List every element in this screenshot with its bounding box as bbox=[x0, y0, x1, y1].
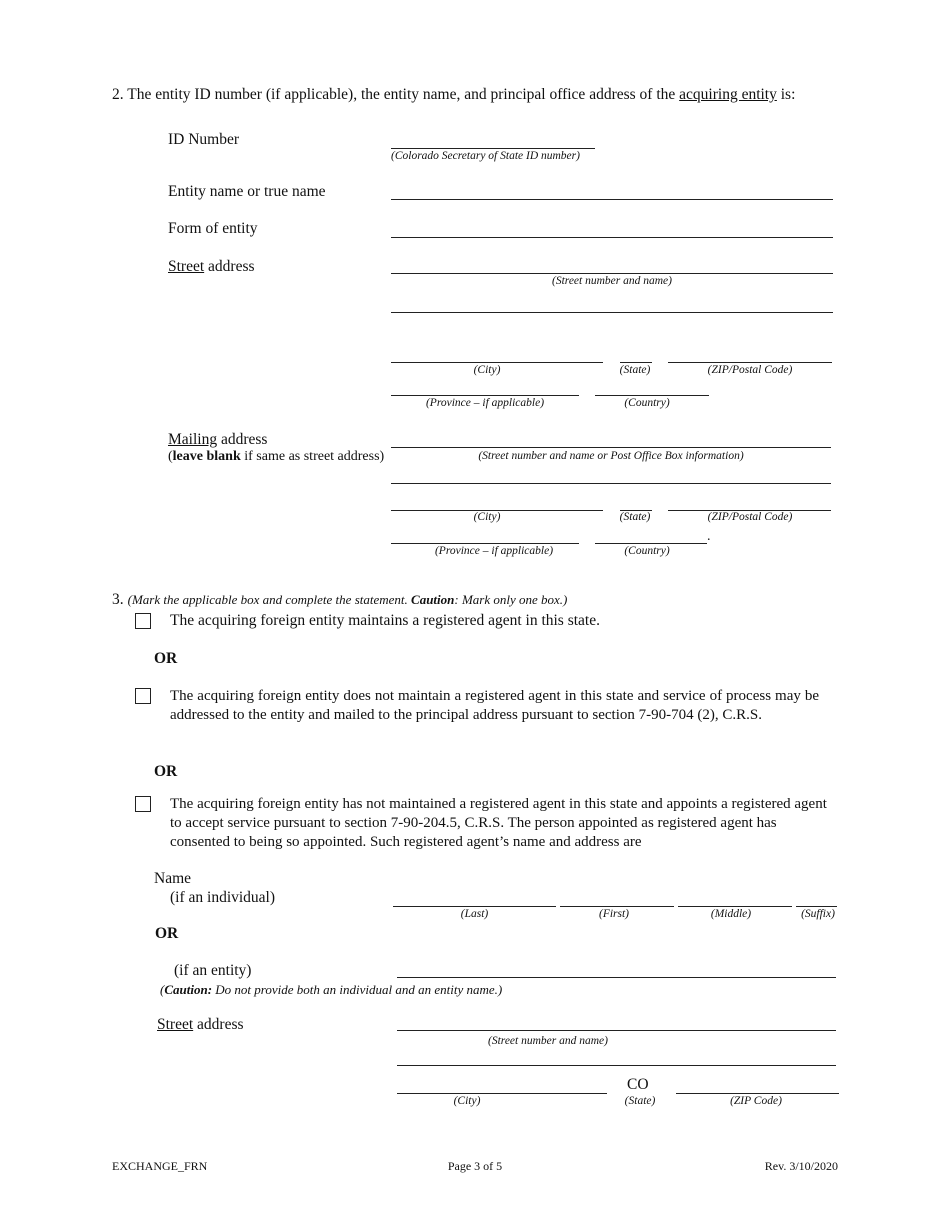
mailing-country-field[interactable] bbox=[595, 543, 707, 544]
id-number-field[interactable] bbox=[391, 148, 595, 149]
form-of-entity-label: Form of entity bbox=[168, 220, 258, 237]
mailing-street-line2-field[interactable] bbox=[391, 483, 831, 484]
option2-checkbox[interactable] bbox=[135, 688, 151, 704]
middle-caption: (Middle) bbox=[710, 908, 752, 920]
entity-name-field[interactable] bbox=[391, 199, 833, 200]
agent-zip-caption: (ZIP Code) bbox=[730, 1095, 782, 1107]
city-field[interactable] bbox=[391, 362, 603, 363]
mailing-city-caption: (City) bbox=[473, 511, 501, 523]
id-number-label: ID Number bbox=[168, 131, 240, 148]
option2-text: The acquiring foreign entity does not maintain a registered agent in this state and service of process may be addressed to the entity and mailed to the principal address pursuant to section 7-90-704 (2), C.R.S. bbox=[170, 688, 819, 723]
zip-field[interactable] bbox=[668, 362, 832, 363]
agent-street-address-label: Street address bbox=[157, 1016, 244, 1033]
mailing-street-caption: (Street number and name or Post Office Box information) bbox=[478, 450, 744, 462]
zip-caption: (ZIP/Postal Code) bbox=[707, 364, 793, 376]
entity-name-label: Entity name or true name bbox=[168, 183, 326, 200]
agent-last-name-field[interactable] bbox=[393, 906, 556, 907]
mailing-state-caption: (State) bbox=[619, 511, 651, 523]
agent-street-line2-field[interactable] bbox=[397, 1065, 836, 1066]
mailing-zip-caption: (ZIP/Postal Code) bbox=[707, 511, 793, 523]
footer-revision: Rev. 3/10/2020 bbox=[764, 1159, 838, 1173]
acquiring-entity-term: acquiring entity bbox=[679, 86, 777, 103]
suffix-caption: (Suffix) bbox=[801, 908, 835, 920]
agent-individual-label: (if an individual) bbox=[170, 889, 276, 906]
section2-intro: 2. The entity ID number (if applicable), the entity name, and principal office address of the acquiring entity is: bbox=[112, 86, 796, 103]
mailing-street-field[interactable] bbox=[391, 447, 831, 448]
footer-page-number: Page 3 of 5 bbox=[447, 1159, 503, 1173]
agent-name-label: Name bbox=[154, 870, 192, 887]
agent-entity-label: (if an entity) bbox=[174, 962, 252, 979]
option3-text: The acquiring foreign entity has not maintained a registered agent in this state and appoints a registered agent to accept service pursuant to section 7-90-204.5, C.R.S. The person appointed as registered agent has consented to being so appointed. Such registered agent’s name and address are bbox=[170, 796, 827, 850]
mailing-province-field[interactable] bbox=[391, 543, 579, 544]
state-caption: (State) bbox=[619, 364, 651, 376]
agent-first-name-field[interactable] bbox=[560, 906, 674, 907]
mailing-address-label: Mailing address bbox=[168, 431, 268, 448]
province-field[interactable] bbox=[391, 395, 579, 396]
section3-instruction: 3. (Mark the applicable box and complete the statement. Caution: Mark only one box.) bbox=[112, 591, 568, 608]
agent-suffix-field[interactable] bbox=[796, 906, 837, 907]
agent-city-caption: (City) bbox=[453, 1095, 481, 1107]
mailing-period: . bbox=[707, 529, 711, 544]
street-address-field[interactable] bbox=[391, 273, 833, 274]
agent-state-value: CO bbox=[627, 1076, 649, 1093]
or-separator-1: OR bbox=[154, 650, 178, 667]
agent-caution-note: (Caution: Do not provide both an individual and an entity name.) bbox=[160, 982, 503, 997]
agent-middle-name-field[interactable] bbox=[678, 906, 792, 907]
option1-checkbox[interactable] bbox=[135, 613, 151, 629]
state-field[interactable] bbox=[620, 362, 652, 363]
mailing-province-caption: (Province – if applicable) bbox=[434, 545, 554, 557]
agent-entity-name-field[interactable] bbox=[397, 977, 836, 978]
first-caption: (First) bbox=[598, 908, 630, 920]
or-separator-2: OR bbox=[154, 763, 178, 780]
mailing-address-note: (leave blank if same as street address) bbox=[168, 449, 385, 464]
province-caption: (Province – if applicable) bbox=[425, 397, 545, 409]
street-caption: (Street number and name) bbox=[552, 275, 672, 287]
mailing-country-caption: (Country) bbox=[624, 545, 670, 557]
street-address-line2-field[interactable] bbox=[391, 312, 833, 313]
last-caption: (Last) bbox=[460, 908, 489, 920]
option3-checkbox[interactable] bbox=[135, 796, 151, 812]
agent-zip-field[interactable] bbox=[676, 1093, 839, 1094]
agent-street-caption: (Street number and name) bbox=[488, 1035, 608, 1047]
form-of-entity-field[interactable] bbox=[391, 237, 833, 238]
agent-city-field[interactable] bbox=[397, 1093, 607, 1094]
agent-state-caption: (State) bbox=[624, 1095, 656, 1107]
option1-text: The acquiring foreign entity maintains a registered agent in this state. bbox=[170, 612, 600, 629]
id-number-caption: (Colorado Secretary of State ID number) bbox=[391, 150, 580, 162]
city-caption: (City) bbox=[473, 364, 501, 376]
country-field[interactable] bbox=[595, 395, 709, 396]
agent-street-field[interactable] bbox=[397, 1030, 836, 1031]
footer-form-code: EXCHANGE_FRN bbox=[112, 1159, 208, 1173]
or-separator-3: OR bbox=[155, 925, 179, 942]
country-caption: (Country) bbox=[624, 397, 670, 409]
street-address-label: Street address bbox=[168, 258, 255, 275]
